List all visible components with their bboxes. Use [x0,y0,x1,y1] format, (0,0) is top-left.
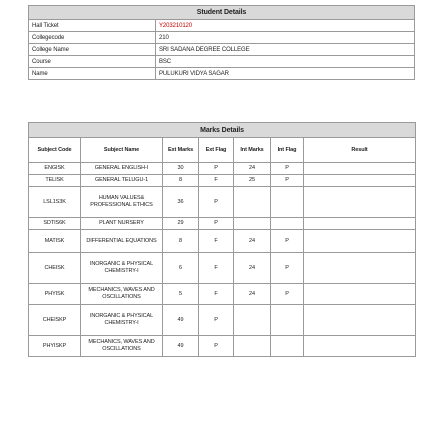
int-marks: 24 [234,230,271,253]
ext-flag: P [199,187,234,218]
result [304,336,416,357]
course-value: BSC [156,56,415,68]
table-row [29,284,416,305]
result [304,175,416,187]
ext-flag: P [199,336,234,357]
ext-marks: 5 [163,284,199,305]
course-label: Course [29,56,156,68]
subject-name: MECHANICS, WAVES AND OSCILLATIONS [81,336,163,357]
subject-name: MECHANICS, WAVES AND OSCILLATIONS [81,284,163,305]
table-row [29,253,416,284]
col-subject-code: Subject Code [29,138,81,163]
col-result: Result [304,138,416,163]
subject-code: ENGISK [29,163,81,175]
college-code-label: Collegecode [29,32,156,44]
col-subject-name: Subject Name [81,138,163,163]
result [304,187,416,218]
marks-details-title: Marks Details [29,123,416,138]
student-row-collegename [29,44,415,56]
subject-code: LSL1S3K [29,187,81,218]
ext-marks: 8 [163,230,199,253]
int-marks: 24 [234,163,271,175]
subject-code: PHYISK [29,284,81,305]
ext-marks: 30 [163,163,199,175]
college-name-value: SRI SADANA DEGREE COLLEGE [156,44,415,56]
ext-flag: F [199,230,234,253]
subject-code: SDTIS6K [29,218,81,230]
ext-marks: 8 [163,175,199,187]
int-marks [234,305,271,336]
subject-name: GENERAL TELUGU-1 [81,175,163,187]
subject-name: PLANT NURSERY [81,218,163,230]
ext-marks: 6 [163,253,199,284]
subject-code: TELISK [29,175,81,187]
table-row [29,175,416,187]
hall-ticket-label: Hall Ticket [29,20,156,32]
ext-flag: F [199,253,234,284]
student-details-table [28,5,415,80]
col-ext-marks: Ext Marks [163,138,199,163]
ext-flag: P [199,305,234,336]
ext-flag: P [199,218,234,230]
ext-marks: 49 [163,336,199,357]
table-row [29,230,416,253]
int-flag: P [271,253,304,284]
ext-flag: F [199,175,234,187]
subject-code: PHYISKP [29,336,81,357]
int-marks: 24 [234,284,271,305]
table-row [29,163,416,175]
col-ext-flag: Ext Flag [199,138,234,163]
subject-code: MATISK [29,230,81,253]
col-int-flag: Int Flag [271,138,304,163]
student-row-name [29,68,415,80]
subject-name: DIFFERENTIAL EQUATIONS [81,230,163,253]
name-value: PULUKURI VIDYA SAGAR [156,68,415,80]
table-row [29,305,416,336]
int-flag [271,305,304,336]
result [304,230,416,253]
int-flag [271,336,304,357]
hall-ticket-value: Y203210120 [156,20,415,32]
marks-details-table [28,122,416,357]
marks-column-header-row [29,138,416,163]
int-flag: P [271,230,304,253]
table-row [29,187,416,218]
result [304,163,416,175]
result [304,305,416,336]
name-label: Name [29,68,156,80]
result [304,218,416,230]
int-flag: P [271,175,304,187]
int-flag [271,187,304,218]
student-details-title: Student Details [29,6,415,20]
int-flag: P [271,163,304,175]
ext-flag: P [199,163,234,175]
table-row [29,218,416,230]
subject-name: GENERAL ENGLISH-I [81,163,163,175]
int-marks [234,336,271,357]
col-int-marks: Int Marks [234,138,271,163]
int-flag [271,218,304,230]
int-marks: 24 [234,253,271,284]
college-name-label: College Name [29,44,156,56]
subject-code: CHEISK [29,253,81,284]
int-marks [234,187,271,218]
int-marks [234,218,271,230]
ext-marks: 49 [163,305,199,336]
subject-name: INORGANIC & PHYSICAL CHEMISTRY-I [81,305,163,336]
ext-marks: 36 [163,187,199,218]
subject-name: HUMAN VALUES& PROFESSIONAL ETHICS [81,187,163,218]
college-code-value: 210 [156,32,415,44]
ext-marks: 29 [163,218,199,230]
student-row-hallticket [29,20,415,32]
table-row [29,336,416,357]
student-row-course [29,56,415,68]
result [304,284,416,305]
result [304,253,416,284]
subject-name: INORGANIC & PHYSICAL CHEMISTRY-I [81,253,163,284]
int-marks: 25 [234,175,271,187]
ext-flag: F [199,284,234,305]
subject-code: CHEISKP [29,305,81,336]
int-flag: P [271,284,304,305]
student-row-collegecode [29,32,415,44]
